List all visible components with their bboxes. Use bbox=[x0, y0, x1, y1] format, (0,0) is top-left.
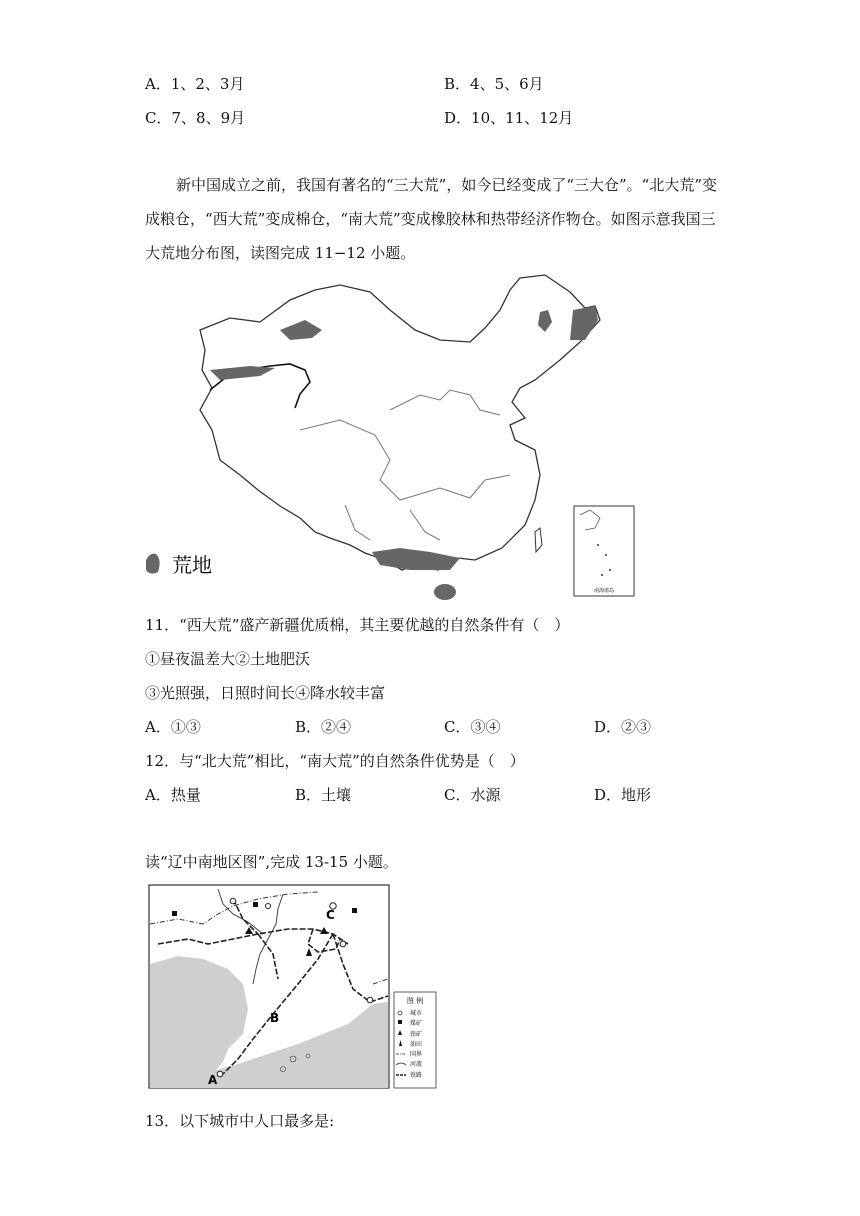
legend-item-railway: 铁路 bbox=[410, 1072, 423, 1079]
legend-label: 荒地 bbox=[172, 553, 212, 577]
legend-item-river: 河流 bbox=[410, 1061, 423, 1068]
china-wasteland-map bbox=[140, 270, 615, 600]
q11-statement-1: ①昼夜温差大②土地肥沃 bbox=[145, 650, 311, 668]
q10-option-c: C．7、8、9月 bbox=[145, 109, 246, 127]
legend-swatch-icon bbox=[146, 554, 160, 574]
passage1-line-2: 成粮仓，“西大荒”变成棉仓，“南大荒”变成橡胶林和热带经济作物仓。如图示意我国三 bbox=[145, 210, 716, 228]
hainan-island bbox=[434, 584, 456, 600]
q12-stem: 12．与“北大荒”相比，“南大荒”的自然条件优势是（ ） bbox=[145, 752, 525, 770]
inset-island-4 bbox=[601, 574, 603, 576]
map2-legend-title: 图 例 bbox=[406, 997, 424, 1005]
coal-mine-3 bbox=[253, 902, 258, 907]
wasteland-patch-north-2 bbox=[570, 306, 598, 340]
coal-mine-1 bbox=[172, 911, 177, 916]
passage1-line-3: 大荒地分布图，读图完成 11−12 小题。 bbox=[145, 244, 416, 262]
legend-item-oil: 油田 bbox=[410, 1041, 423, 1048]
city-marker-1 bbox=[230, 898, 236, 904]
q11-option-b: B．②④ bbox=[295, 718, 352, 736]
province-line-2 bbox=[390, 390, 500, 415]
inset-island-1 bbox=[597, 544, 599, 546]
q11-statement-2: ③光照强，日照时间长④降水较丰富 bbox=[145, 684, 386, 702]
taiwan-outline bbox=[535, 528, 542, 552]
wasteland-patch-west-2 bbox=[210, 366, 275, 380]
q11-option-c: C．③④ bbox=[444, 718, 501, 736]
q12-option-a: A．热量 bbox=[145, 786, 201, 804]
legend-item-border: 国界 bbox=[410, 1051, 423, 1058]
wasteland-patch-north-1 bbox=[538, 310, 552, 332]
label-c: C bbox=[326, 908, 335, 922]
wasteland-patch-south bbox=[372, 548, 460, 570]
province-line-1 bbox=[300, 420, 510, 500]
coal-mine-2 bbox=[352, 908, 357, 913]
q10-option-d: D．10、11、12月 bbox=[444, 109, 574, 127]
city-marker-3 bbox=[340, 941, 346, 947]
q12-option-c: C．水源 bbox=[444, 786, 501, 804]
city-marker-6 bbox=[266, 904, 271, 909]
q11-stem: 11．“西大荒”盛产新疆优质棉，其主要优越的自然条件有（ ） bbox=[145, 616, 570, 634]
q11-option-a: A．①③ bbox=[145, 718, 201, 736]
city-marker-5 bbox=[217, 1071, 223, 1077]
wasteland-patch-west-1 bbox=[280, 320, 322, 340]
south-sea-inset bbox=[574, 506, 634, 596]
liaozhongnan-map bbox=[148, 884, 440, 1090]
legend-item-iron: 铁矿 bbox=[410, 1031, 423, 1038]
passage2-text: 读“辽中南地区图”,完成 13-15 小题。 bbox=[145, 853, 398, 871]
label-a: A bbox=[208, 1073, 218, 1087]
legend-item-coal: 煤矿 bbox=[410, 1020, 423, 1027]
province-line-3 bbox=[345, 505, 440, 540]
legend-item-city: 城市 bbox=[410, 1010, 423, 1017]
inset-island-2 bbox=[605, 554, 607, 556]
q12-option-b: B．土壤 bbox=[295, 786, 352, 804]
city-marker-4 bbox=[367, 997, 373, 1003]
q13-stem: 13．以下城市中人口最多是: bbox=[145, 1112, 335, 1130]
passage1-line-1: 新中国成立之前，我国有著名的“三大荒”，如今已经变成了“三大仓”。“北大荒”变 bbox=[176, 176, 718, 194]
q11-option-d: D．②③ bbox=[594, 718, 652, 736]
inset-island-3 bbox=[609, 569, 611, 571]
legend-coal-icon bbox=[398, 1020, 402, 1024]
inset-label: 南海诸岛 bbox=[593, 588, 615, 594]
q12-option-d: D．地形 bbox=[594, 786, 652, 804]
q10-option-b: B．4、5、6月 bbox=[444, 75, 544, 93]
label-b: B bbox=[270, 1011, 280, 1025]
q10-option-a: A．1、2、3月 bbox=[145, 75, 245, 93]
